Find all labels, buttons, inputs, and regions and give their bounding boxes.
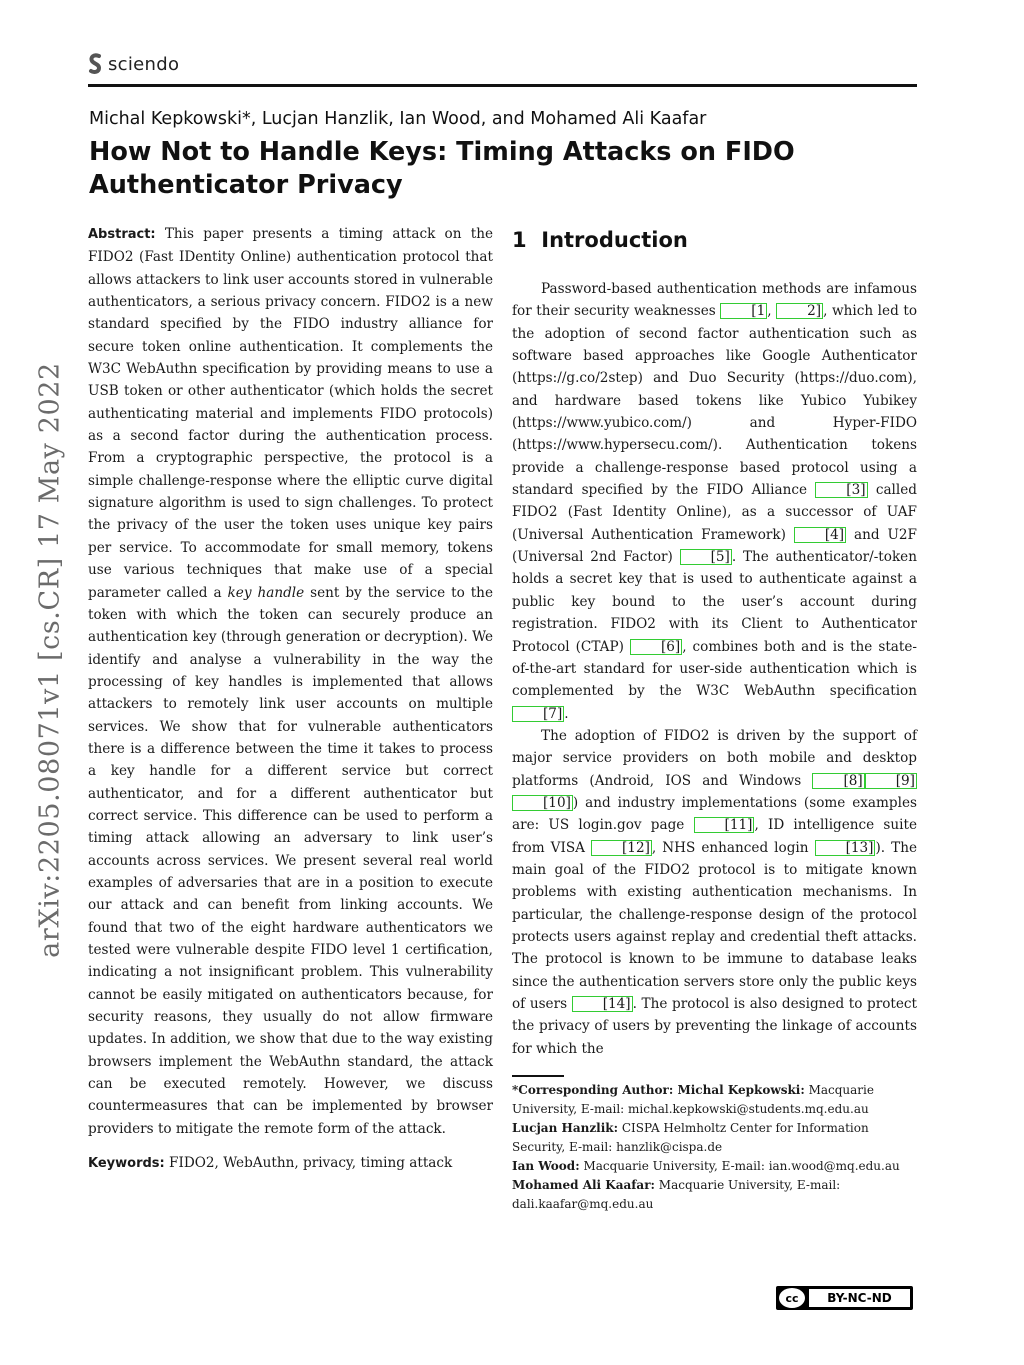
publisher-name: sciendo bbox=[108, 53, 180, 75]
citation-link[interactable]: [10] bbox=[512, 795, 573, 811]
intro-text: , ID intelligence suite from VISA bbox=[512, 817, 917, 856]
intro-text: , combines both and is the state-of-the-art standard for user-side authentication which is complemented by the W3C WebAuthn specification bbox=[512, 638, 917, 700]
citation-link[interactable]: [11] bbox=[694, 817, 755, 833]
section-heading bbox=[512, 228, 688, 252]
abstract bbox=[88, 223, 493, 1140]
intro-text: ). The main goal of the FIDO2 protocol is to mitigate known problems with existing authentication mechanisms. In particular, the challenge-response design of the protocol protects users against replay and credential theft attacks. The protocol is known to be immune to database leaks since the authentication servers store only the public keys of users bbox=[512, 839, 917, 1012]
keywords-label: Keywords: bbox=[88, 1156, 165, 1172]
section-title: Introduction bbox=[541, 228, 688, 252]
intro-text: , which led to the adoption of second factor authentication such as software based approaches like Google Authenticator (https://g.co/2step) and Duo Security (https://duo.com), and hardware based tokens like Yubico Yubikey (https://www.yubico.com/) and Hyper-FIDO (https://www.hypersecu.com/). Authentication tokens provide a challenge-response based protocol using a standard specified by the FIDO Alliance bbox=[512, 303, 917, 499]
intro-paragraph-1 bbox=[512, 278, 917, 725]
author-list: Michal Kepkowski*, Lucjan Hanzlik, Ian Wood, and Mohamed Ali Kaafar bbox=[89, 109, 707, 129]
citation-link[interactable]: [8] bbox=[812, 773, 864, 789]
citation-link[interactable]: [12] bbox=[591, 840, 652, 856]
footnote-rule bbox=[512, 1075, 564, 1077]
intro-text: and U2F (Universal 2nd Factor) bbox=[512, 526, 917, 566]
citation-link[interactable]: [6] bbox=[630, 639, 682, 655]
header-rule bbox=[88, 84, 917, 87]
abstract-text-continued: sent by the service to the token with which the token can securely produce an authentication key (through generation or decryption). We identify and analyse a vulnerability in the way the processing of key handles is implemented that allows attackers to remotely link user accounts on multiple services. We show that for vulnerable authenticators there is a difference between the time it takes to process a key handle for a different service but correct authenticator, and for a different authenticator but correct service. This difference can be used to perform a timing attack allowing an adversary to link user’s accounts across services. We present several real world examples of adversaries that are in a position to execute our attack and can benefit from linking accounts. We found that two of the eight hardware authenticators we tested were vulnerable despite FIDO level 1 certification, indicating a not insignificant problem. This vulnerability cannot be easily mitigated on authenticators because, for security reasons, they usually do not allow firmware updates. In addition, we show that due to the way existing browsers implement the WebAuthn standard, the attack can be executed remotely. However, we discuss countermeasures that can be implemented by browser providers to mitigate the remote form of the attack. bbox=[88, 584, 493, 1137]
intro-text: The adoption of FIDO2 is driven by the support of major service providers on both mobile and desktop platforms (Android, IOS and Windows bbox=[512, 727, 917, 789]
cc-license-badge[interactable] bbox=[776, 1286, 913, 1310]
abstract-column bbox=[88, 223, 493, 1175]
footnote-text: Macquarie University, E-mail: michal.kepkowski@students.mq.edu.au bbox=[512, 1083, 874, 1116]
abstract-emphasis: key handle bbox=[227, 584, 305, 601]
abstract-label: Abstract: bbox=[88, 227, 156, 242]
introduction-column bbox=[512, 278, 917, 1060]
intro-text: . bbox=[564, 705, 569, 722]
intro-text: Password-based authentication methods are infamous for their security weaknesses bbox=[512, 281, 917, 320]
footnote-name: Mohamed Ali Kaafar: bbox=[512, 1178, 655, 1192]
footnote-text: Macquarie University, E-mail: ian.wood@mq.edu.au bbox=[579, 1159, 900, 1173]
intro-text: called FIDO2 (Fast Identity Online), as a successor of UAF (Universal Authentication Framework) bbox=[512, 482, 917, 543]
author-footnotes bbox=[512, 1081, 917, 1214]
citation-link[interactable]: [13] bbox=[815, 840, 876, 856]
section-number: 1 bbox=[512, 228, 527, 252]
citation-link[interactable]: [14] bbox=[572, 996, 633, 1012]
intro-text: . The protocol is also designed to protect the privacy of users by preventing the linkage of accounts for which the bbox=[512, 996, 918, 1057]
footnote-text: CISPA Helmholtz Center for Information Security, E-mail: hanzlik@cispa.de bbox=[512, 1121, 869, 1154]
citation-link[interactable]: [4] bbox=[794, 527, 846, 543]
footnote bbox=[512, 1157, 917, 1176]
citation-link[interactable]: [3] bbox=[815, 482, 867, 498]
footnote-name: Lucjan Hanzlik: bbox=[512, 1121, 619, 1135]
citation-link[interactable]: 2] bbox=[776, 303, 823, 319]
abstract-text: This paper presents a timing attack on the FIDO2 (Fast IDentity Online) authentication protocol that allows attackers to link user accounts stored in vulnerable authenticators, a serious privacy concern. FIDO2 is a new standard specified by the FIDO industry alliance for secure token online authentication. It complements the W3C WebAuthn specification by providing means to use a USB token or other authenticator (which holds the secret authenticating material and implements FIDO protocols) as a second factor during the authentication process. From a cryptographic perspective, the protocol is a simple challenge-response where the elliptic curve digital signature algorithm is used to sign challenges. To protect the privacy of the user the token uses unique key pairs per service. To accommodate for small memory, tokens use various techniques that make use of a special parameter called a bbox=[88, 226, 493, 601]
citation-link[interactable]: [9] bbox=[865, 773, 917, 789]
footnote bbox=[512, 1176, 917, 1214]
citation-link[interactable]: [7] bbox=[512, 706, 564, 722]
intro-text: , NHS enhanced login bbox=[651, 839, 815, 856]
intro-text: . The authenticator/-token holds a secret key that is used to authenticate against a public key bound to the user’s account during registration. FIDO2 with its Client to Authenticator Protocol (CTAP) bbox=[512, 549, 917, 655]
arxiv-identifier[interactable]: arXiv:2205.08071v1 [cs.CR] 17 May 2022 bbox=[34, 362, 66, 958]
footnote bbox=[512, 1081, 917, 1119]
intro-text: ) and industry implementations (some examples are: US login.gov page bbox=[512, 794, 917, 834]
paper-title: How Not to Handle Keys: Timing Attacks on FIDO Authenticator Privacy bbox=[89, 137, 795, 200]
creative-commons-icon: cc bbox=[779, 1288, 805, 1308]
publisher-logo bbox=[88, 53, 179, 75]
footnote-text: Macquarie University, E-mail: dali.kaafar@mq.edu.au bbox=[512, 1178, 841, 1211]
sciendo-logo-icon bbox=[88, 53, 102, 75]
intro-text: , bbox=[767, 303, 777, 320]
keywords-text: FIDO2, WebAuthn, privacy, timing attack bbox=[164, 1155, 453, 1172]
footnote-name: Ian Wood: bbox=[512, 1159, 580, 1173]
license-label: BY-NC-ND bbox=[809, 1289, 910, 1307]
keywords bbox=[88, 1152, 493, 1175]
footnote-name: *Corresponding Author: Michal Kepkowski: bbox=[512, 1083, 805, 1097]
citation-link[interactable]: [1 bbox=[720, 303, 767, 319]
citation-link[interactable]: [5] bbox=[680, 549, 732, 565]
intro-paragraph-2 bbox=[512, 725, 917, 1060]
footnote bbox=[512, 1119, 917, 1157]
